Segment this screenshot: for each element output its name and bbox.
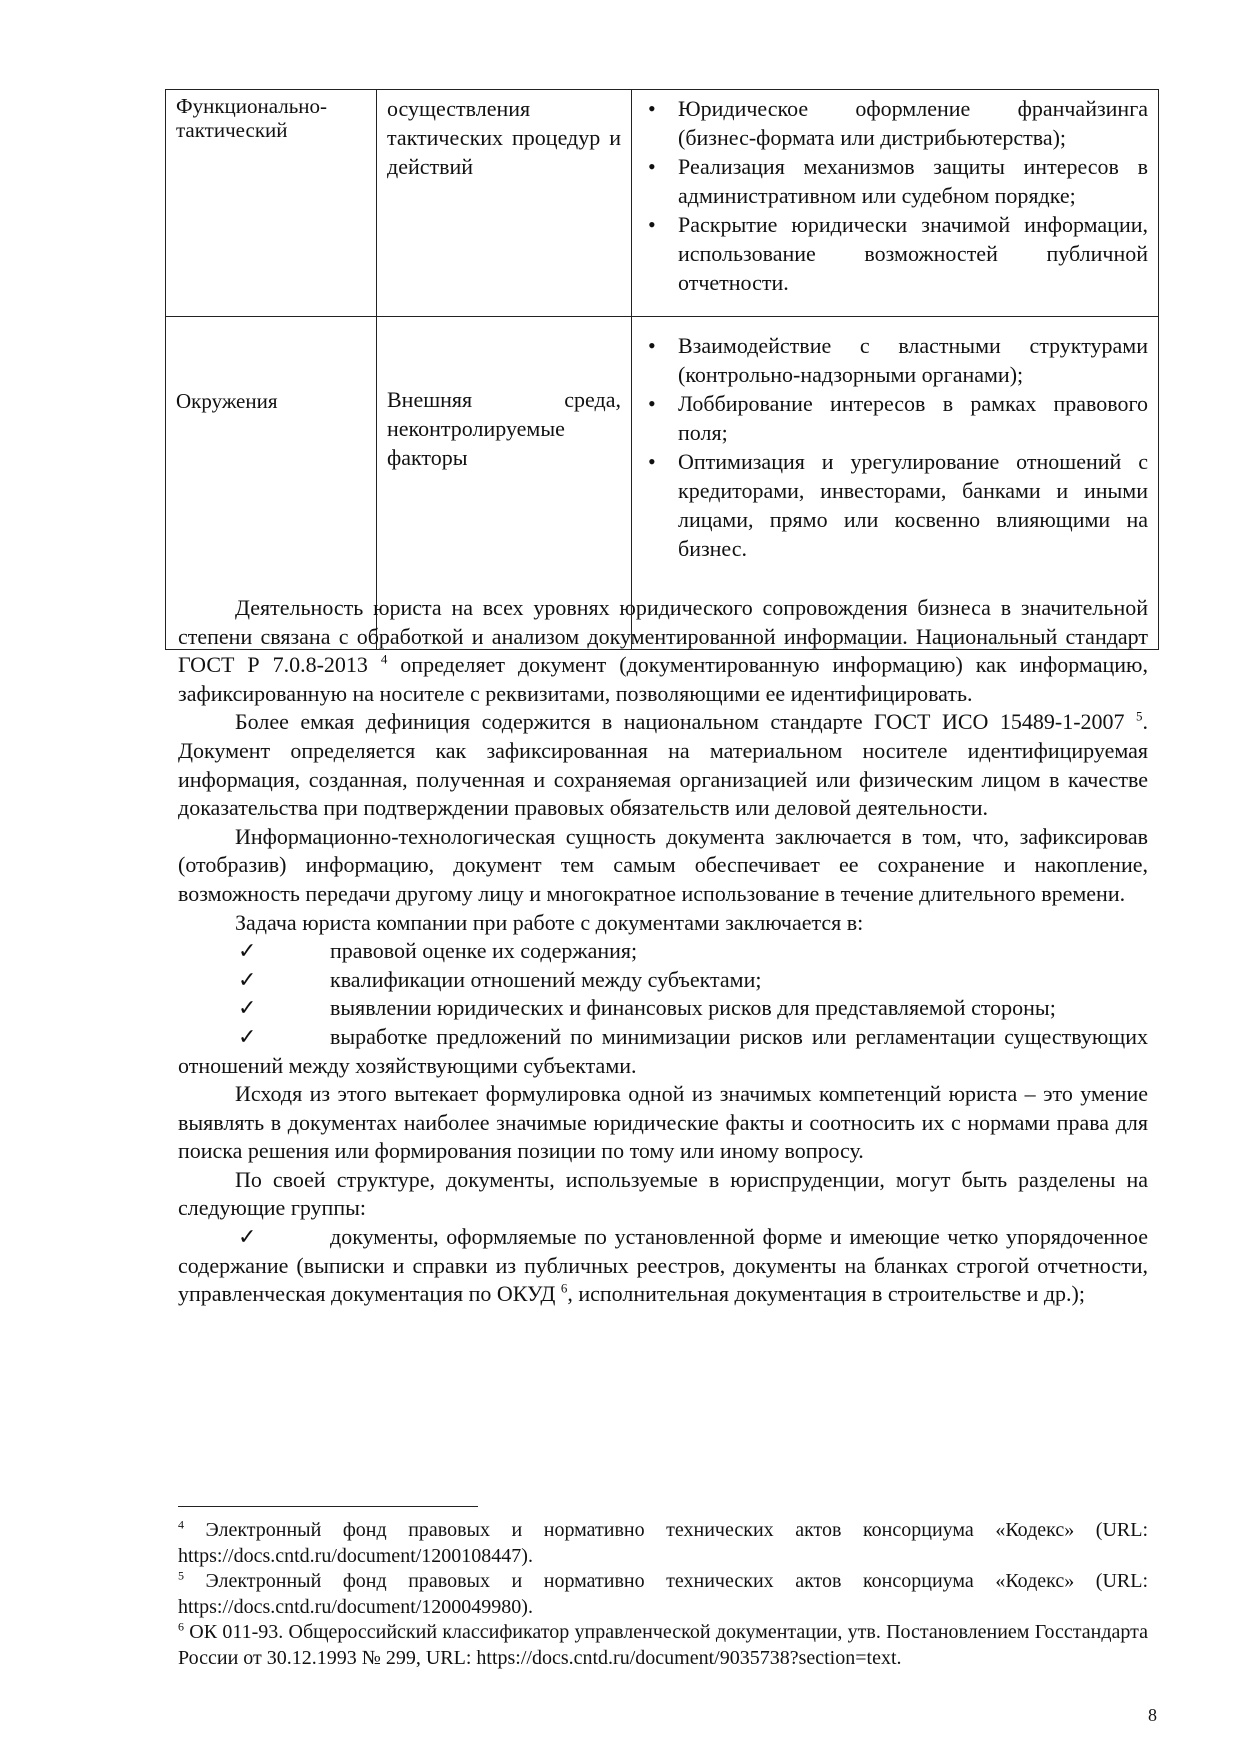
check-item: ✓ правовой оценке их содержания; xyxy=(178,937,1148,966)
bullet-list xyxy=(642,331,1148,563)
description-cell: Внешняя среда, неконтролируемые факторы xyxy=(377,317,632,650)
page-number: 8 xyxy=(1148,1705,1157,1725)
paragraph: Исходя из этого вытекает формулировка одной из значимых компетенций юриста – это умение выявлять в документах наиболее значимые юридические факты и соотносить их с нормами права для поиска решения или формирования позиции по тому или иному вопросу. xyxy=(178,1081,1148,1164)
list-item: • Оптимизация и урегулирование отношений с кредиторами, инвесторами, банками и иными лицами, прямо или косвенно влияющими на бизнес. xyxy=(678,447,1148,563)
list-item: • Взаимодействие с властными структурами (контрольно-надзорными органами); xyxy=(678,331,1148,389)
bullet-list xyxy=(642,94,1148,297)
check-icon: ✓ xyxy=(238,938,257,964)
paragraph: Информационно-технологическая сущность документа заключается в том, что, зафиксировав (отобразив) информацию, документ тем самым обеспечивает ее сохранение и накопление, возможность передачи другому лицу и многократное использование в течение длительного времени. xyxy=(178,823,1148,906)
footnote: $^4$ Электронный фонд правовых и нормативно технических актов консорциума «Кодекс» (URL: https://docs.cntd.ru/document/1200108447). xyxy=(178,1517,1148,1567)
check-item: ✓ документы, оформляемые по установленной форме и имеющие четко упорядоченное содержание (выписки и справки из публичных реестров, документы на бланках строгой отчетности, управленческая документация по ОКУД $^6$, исполнительная документация в строительстве и др.); xyxy=(178,1224,1148,1307)
tasks-cell xyxy=(632,90,1159,317)
footnote: $^5$ Электронный фонд правовых и нормативно технических актов консорциума «Кодекс» (URL: https://docs.cntd.ru/document/1200049980). xyxy=(178,1568,1148,1618)
level-cell: Функционально-тактический xyxy=(166,90,377,317)
check-item: ✓ выработке предложений по минимизации рисков или регламентации существующих отношений между хозяйствующими субъектами. xyxy=(178,1023,1148,1078)
footnote-ref: 5 xyxy=(1136,709,1143,725)
paragraph: По своей структуре, документы, используемые в юриспруденции, могут быть разделены на следующие группы: xyxy=(178,1166,1148,1221)
list-item: • Лоббирование интересов в рамках правового поля; xyxy=(678,389,1148,447)
footnotes xyxy=(178,1518,1148,1671)
footnote: $^6$ ОК 011-93. Общероссийский классификатор управленческой документации, утв. Постановлением Госстандарта России от 30.12.1993 № 299, URL: https://docs.cntd.ru/document/9035738?section=text. xyxy=(178,1619,1148,1669)
footnote-ref: 4 xyxy=(380,651,388,667)
check-icon: ✓ xyxy=(238,1224,257,1250)
list-item: • Реализация механизмов защиты интересов в административном или судебном порядке; xyxy=(678,152,1148,210)
list-item: • Юридическое оформление франчайзинга (бизнес-формата или дистрибьютерства); xyxy=(678,94,1148,152)
check-item: ✓ квалификации отношений между субъектами; xyxy=(178,966,1148,995)
check-icon: ✓ xyxy=(238,1023,257,1049)
paragraph: Деятельность юриста на всех уровнях юридического сопровождения бизнеса в значительной степени связана с обработкой и анализом документированной информации. Национальный стандарт ГОСТ Р 7.0.8-2013 $^4$ определяет документ (документированную информацию) как информацию, зафиксированную на носителе с реквизитами, позволяющими ее идентифицировать. xyxy=(178,595,1148,706)
check-item: ✓ выявлении юридических и финансовых рисков для представляемой стороны; xyxy=(178,994,1148,1023)
check-icon: ✓ xyxy=(238,966,257,992)
main-text xyxy=(178,594,1148,1309)
paragraph: Задача юриста компании при работе с документами заключается в: xyxy=(235,909,864,935)
competency-levels-table xyxy=(165,89,1159,650)
description-cell: осуществления тактических процедур и действий xyxy=(377,90,632,317)
paragraph: Более емкая дефиниция содержится в национальном стандарте ГОСТ ИСО 15489-1-2007 $^5$. Документ определяется как зафиксированная на материальном носителе идентифицируемая информация, созданная, полученная и сохраняемая организацией или физическим лицом в качестве доказательства при подтверждении правовых обязательств или деловой деятельности. xyxy=(178,709,1148,821)
table-row xyxy=(166,90,1159,317)
list-item: • Раскрытие юридически значимой информации, использование возможностей публичной отчетности. xyxy=(678,210,1148,297)
check-icon: ✓ xyxy=(238,995,257,1021)
level-cell: Окружения xyxy=(166,317,377,650)
footnote-ref: 6 xyxy=(560,1280,568,1296)
footnote-divider xyxy=(178,1506,478,1507)
